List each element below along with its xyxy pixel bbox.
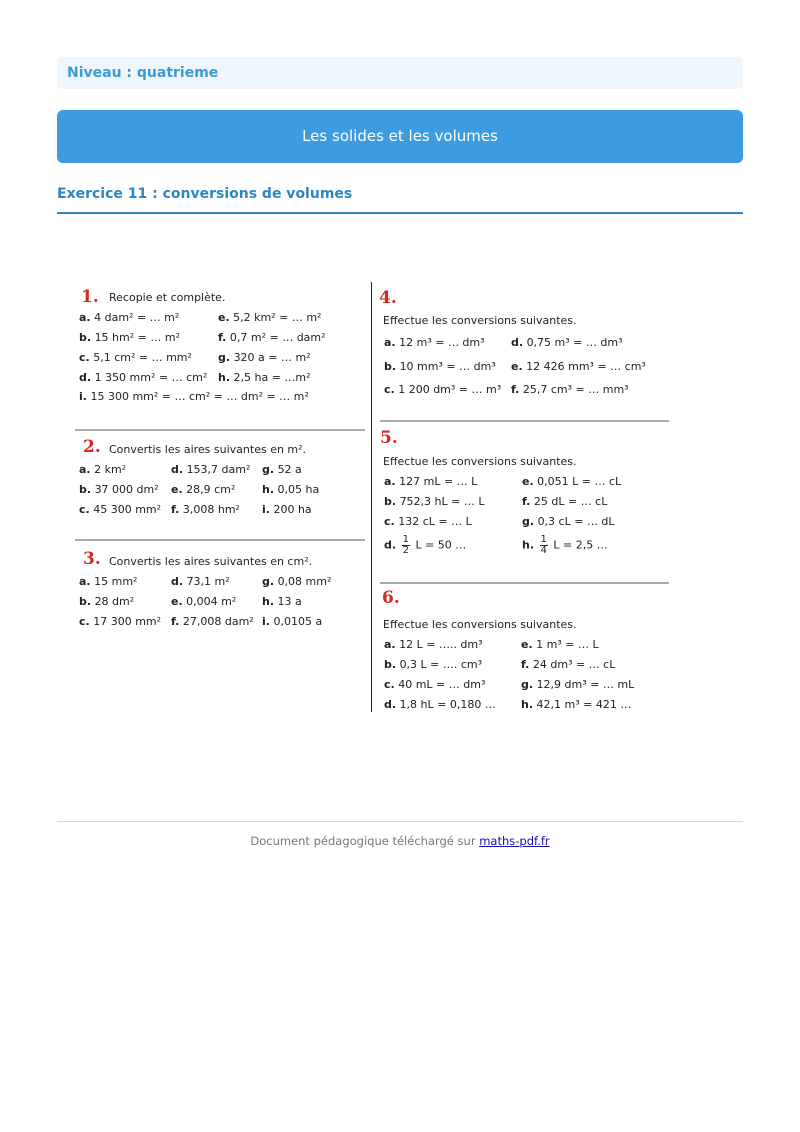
exercise-item: [171, 595, 236, 608]
item-text: 0,3 L = …. cm³: [399, 658, 483, 671]
item-text: 28,9 cm²: [186, 483, 236, 496]
section-divider: [380, 582, 669, 584]
item-text: 0,75 m³ = … dm³: [526, 336, 623, 349]
item-letter: h.: [262, 595, 275, 608]
item-letter: g.: [218, 351, 231, 364]
exercise-item: [79, 311, 179, 324]
exercise-instruction: Recopie et complète.: [109, 291, 226, 304]
item-letter: d.: [511, 336, 524, 349]
item-text: 73,1 m²: [186, 575, 230, 588]
item-letter: d.: [79, 371, 92, 384]
fraction-denominator: 4: [540, 545, 547, 556]
item-text: 40 mL = … dm³: [398, 678, 486, 691]
item-letter: a.: [79, 463, 91, 476]
exercise-item: [79, 595, 134, 608]
item-text: 200 ha: [273, 503, 312, 516]
item-text: 12 m³ = … dm³: [399, 336, 485, 349]
item-text: 1,8 hL = 0,180 …: [399, 698, 496, 711]
item-text: 10 mm³ = … dm³: [399, 360, 496, 373]
exercise-item: [262, 483, 319, 496]
item-letter: b.: [79, 483, 92, 496]
item-text: 0,05 ha: [277, 483, 320, 496]
exercise-item: [79, 351, 192, 364]
exercise-instruction: Effectue les conversions suivantes.: [383, 455, 577, 468]
item-text: 15 300 mm² = … cm² = … dm² = … m²: [90, 390, 309, 403]
item-letter: e.: [171, 483, 183, 496]
exercise-item: [522, 535, 608, 556]
exercise-item: [171, 575, 230, 588]
exercise-number: 1.: [81, 287, 99, 307]
exercise-item: [384, 383, 501, 396]
item-text: 1 200 dm³ = … m³: [398, 383, 502, 396]
exercise-item: [171, 503, 240, 516]
item-letter: h.: [522, 538, 535, 552]
item-letter: e.: [218, 311, 230, 324]
item-letter: e.: [521, 638, 533, 651]
exercise-item: [79, 390, 309, 403]
item-letter: c.: [384, 678, 395, 691]
item-letter: h.: [218, 371, 231, 384]
exercise-item: [521, 678, 634, 691]
item-text: 752,3 hL = … L: [399, 495, 485, 508]
exercise-item: [79, 575, 137, 588]
exercise-item: [511, 383, 629, 396]
exercise-item: [79, 371, 207, 384]
item-text: 0,7 m² = … dam²: [229, 331, 326, 344]
item-text: 5,1 cm² = … mm²: [93, 351, 192, 364]
item-text: 5,2 km² = … m²: [233, 311, 322, 324]
item-letter: g.: [262, 463, 275, 476]
footer: [57, 834, 743, 848]
item-text: 42,1 m³ = 421 …: [536, 698, 632, 711]
fraction-numerator: 1: [402, 534, 409, 545]
exercise-item: [79, 615, 161, 628]
item-letter: h.: [262, 483, 275, 496]
item-letter: c.: [384, 383, 395, 396]
level-label: Niveau : quatrieme: [57, 57, 743, 89]
exercise-instruction: Effectue les conversions suivantes.: [383, 618, 577, 631]
exercise-item: [384, 638, 483, 651]
section-divider: [380, 420, 669, 422]
item-letter: a.: [384, 475, 396, 488]
item-letter: a.: [384, 638, 396, 651]
exercise-item: [511, 360, 646, 373]
exercise-item: [171, 463, 250, 476]
item-text: 28 dm²: [94, 595, 135, 608]
item-text: 37 000 dm²: [94, 483, 159, 496]
item-text: 2 km²: [94, 463, 127, 476]
section-divider: [75, 429, 365, 431]
item-letter: b.: [79, 595, 92, 608]
item-text: 17 300 mm²: [93, 615, 162, 628]
item-letter: h.: [521, 698, 534, 711]
exercise-item: [384, 658, 482, 671]
item-text: 0,3 cL = … dL: [537, 515, 615, 528]
item-letter: e.: [511, 360, 523, 373]
item-text: 25,7 cm³ = … mm³: [522, 383, 629, 396]
exercise-item: [384, 698, 496, 711]
item-text: 1 m³ = … L: [536, 638, 599, 651]
exercise-item: [522, 515, 615, 528]
item-text: 24 dm³ = … cL: [532, 658, 616, 671]
exercise-item: [218, 371, 311, 384]
item-letter: e.: [171, 595, 183, 608]
chapter-banner: Les solides et les volumes: [57, 110, 743, 163]
exercise-item: [522, 495, 607, 508]
exercise-item: [79, 503, 161, 516]
item-letter: a.: [79, 311, 91, 324]
item-text: 2,5 ha = …m²: [233, 371, 311, 384]
fraction-numerator: 1: [540, 534, 547, 545]
item-text: 320 a = … m²: [233, 351, 311, 364]
item-text: 15 hm² = … m²: [94, 331, 180, 344]
exercise-item: [511, 336, 623, 349]
exercise-item: [171, 483, 235, 496]
column-divider: [371, 282, 372, 712]
title-divider: [57, 212, 743, 214]
item-text: 0,0105 a: [273, 615, 323, 628]
exercise-item: [384, 535, 466, 556]
item-letter: b.: [384, 360, 397, 373]
item-text: 12,9 dm³ = … mL: [536, 678, 635, 691]
exercise-item: [218, 331, 326, 344]
exercise-item: [384, 495, 485, 508]
exercise-item: [262, 503, 312, 516]
item-text: 12 L = ….. dm³: [399, 638, 483, 651]
item-letter: c.: [384, 515, 395, 528]
exercise-item: [262, 595, 302, 608]
footer-divider: [57, 821, 743, 822]
fraction: [540, 535, 548, 556]
item-letter: c.: [79, 615, 90, 628]
item-letter: b.: [79, 331, 92, 344]
item-letter: i.: [79, 390, 87, 403]
exercise-item: [218, 311, 321, 324]
item-letter: d.: [171, 463, 184, 476]
item-letter: g.: [262, 575, 275, 588]
exercise-instruction: Convertis les aires suivantes en cm².: [109, 555, 313, 568]
item-text: 4 dam² = … m²: [94, 311, 180, 324]
item-text: 153,7 dam²: [186, 463, 251, 476]
exercise-item: [262, 463, 302, 476]
item-letter: d.: [384, 538, 397, 552]
item-letter: f.: [511, 383, 520, 396]
item-letter: i.: [262, 503, 270, 516]
item-text: L = 2,5 …: [553, 538, 608, 552]
exercise-item: [79, 463, 126, 476]
item-letter: b.: [384, 658, 397, 671]
fraction: [402, 535, 410, 556]
item-text: 0,051 L = … cL: [537, 475, 622, 488]
exercise-item: [384, 475, 477, 488]
item-text: 0,004 m²: [186, 595, 237, 608]
item-letter: i.: [262, 615, 270, 628]
exercise-number: 4.: [379, 288, 397, 308]
section-divider: [75, 539, 365, 541]
exercise-number: 6.: [382, 588, 400, 608]
exercise-title: Exercice 11 : conversions de volumes: [57, 186, 353, 202]
footer-link[interactable]: maths-pdf.fr: [479, 834, 550, 848]
footer-text: Document pédagogique téléchargé sur: [250, 834, 476, 848]
item-text: 0,08 mm²: [277, 575, 332, 588]
exercise-item: [384, 678, 485, 691]
exercise-item: [521, 638, 599, 651]
exercise-item: [262, 575, 331, 588]
item-letter: a.: [79, 575, 91, 588]
exercise-item: [384, 360, 496, 373]
exercise-item: [521, 698, 631, 711]
item-letter: f.: [521, 658, 530, 671]
exercise-item: [218, 351, 311, 364]
item-letter: f.: [218, 331, 227, 344]
exercise-item: [262, 615, 322, 628]
item-text: 27,008 dam²: [182, 615, 254, 628]
item-letter: f.: [171, 615, 180, 628]
exercise-item: [384, 336, 485, 349]
item-text: 132 cL = … L: [398, 515, 472, 528]
item-text: 1 350 mm² = … cm²: [94, 371, 208, 384]
item-text: 15 mm²: [94, 575, 138, 588]
item-letter: b.: [384, 495, 397, 508]
item-letter: d.: [384, 698, 397, 711]
item-letter: c.: [79, 503, 90, 516]
item-letter: d.: [171, 575, 184, 588]
exercise-number: 5.: [380, 428, 398, 448]
item-letter: g.: [522, 515, 535, 528]
fraction-denominator: 2: [402, 545, 409, 556]
item-letter: e.: [522, 475, 534, 488]
item-text: 127 mL = … L: [399, 475, 478, 488]
item-letter: c.: [79, 351, 90, 364]
item-text: L = 50 …: [415, 538, 467, 552]
item-text: 12 426 mm³ = … cm³: [526, 360, 646, 373]
item-letter: f.: [522, 495, 531, 508]
exercise-instruction: Convertis les aires suivantes en m².: [109, 443, 307, 456]
item-text: 45 300 mm²: [93, 503, 162, 516]
item-letter: a.: [384, 336, 396, 349]
item-text: 3,008 hm²: [182, 503, 240, 516]
item-text: 13 a: [277, 595, 302, 608]
exercise-number: 3.: [83, 549, 101, 569]
exercise-item: [79, 331, 180, 344]
exercise-number: 2.: [83, 437, 101, 457]
item-letter: g.: [521, 678, 534, 691]
exercise-item: [384, 515, 472, 528]
item-letter: f.: [171, 503, 180, 516]
exercise-item: [521, 658, 615, 671]
exercise-item: [522, 475, 621, 488]
item-text: 52 a: [277, 463, 302, 476]
exercise-instruction: Effectue les conversions suivantes.: [383, 314, 577, 327]
exercise-item: [79, 483, 159, 496]
item-text: 25 dL = … cL: [533, 495, 608, 508]
exercise-item: [171, 615, 254, 628]
